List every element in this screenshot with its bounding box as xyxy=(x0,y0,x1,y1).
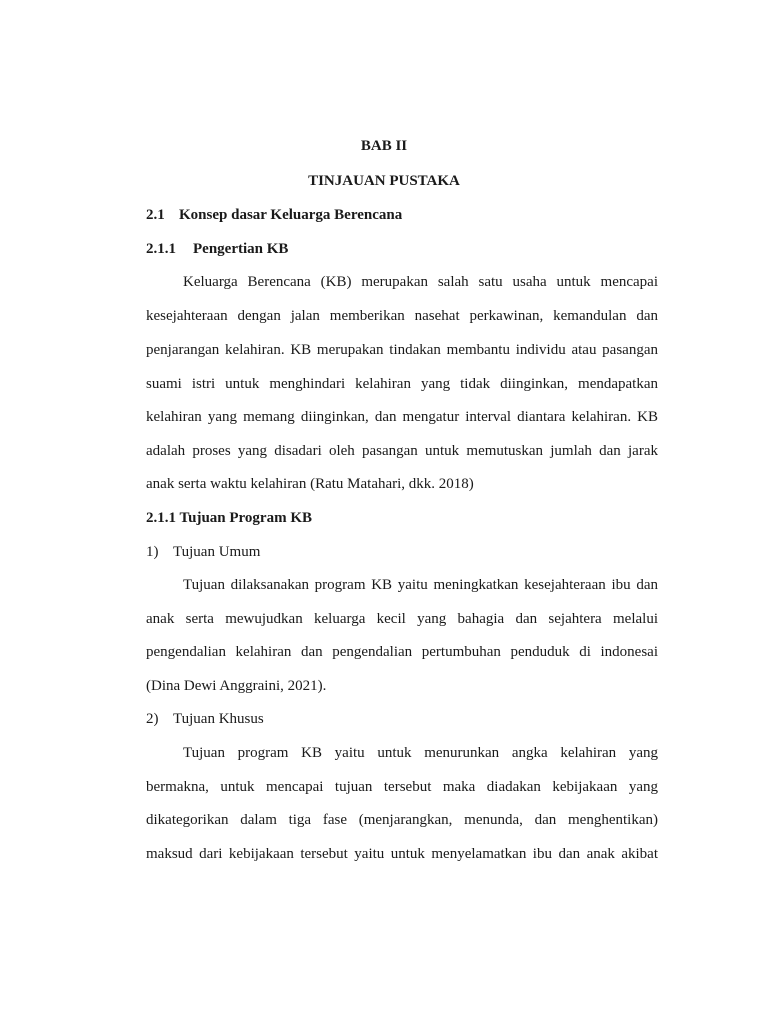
paragraph-line: bermakna, untuk mencapai tujuan tersebut maka diadakan kebijakaan yang xyxy=(146,779,658,795)
chapter-title: TINJAUAN PUSTAKA xyxy=(308,173,460,189)
paragraph-line: Tujuan dilaksanakan program KB yaitu meningkatkan kesejahteraan ibu dan xyxy=(183,577,658,593)
paragraph-line: kelahiran yang memang diinginkan, dan mengatur interval diantara kelahiran. KB xyxy=(146,409,658,425)
subsection-heading: 2.1.1 Tujuan Program KB xyxy=(146,510,313,526)
section-title: Konsep dasar Keluarga Berencana xyxy=(179,207,403,223)
list-item-title: Tujuan Umum xyxy=(173,544,261,560)
paragraph-line: maksud dari kebijakaan tersebut yaitu untuk menyelamatkan ibu dan anak akibat xyxy=(146,846,658,862)
chapter-heading: BAB II xyxy=(360,138,408,154)
subsection-number: 2.1.1 xyxy=(146,241,176,257)
paragraph-line: anak serta waktu kelahiran (Ratu Matahari, dkk. 2018) xyxy=(146,476,474,492)
paragraph-line: Keluarga Berencana (KB) merupakan salah satu usaha untuk mencapai xyxy=(183,274,658,290)
list-item-number: 1) xyxy=(146,544,159,560)
paragraph-line: pengendalian kelahiran dan pengendalian pertumbuhan penduduk di indonesai xyxy=(146,644,658,660)
paragraph-line: suami istri untuk menghindari kelahiran yang tidak diinginkan, mendapatkan xyxy=(146,376,658,392)
section-number: 2.1 xyxy=(146,207,165,223)
paragraph-line: dikategorikan dalam tiga fase (menjarangkan, menunda, dan menghentikan) xyxy=(146,812,658,828)
paragraph-line: adalah proses yang disadari oleh pasangan untuk memutuskan jumlah dan jarak xyxy=(146,443,658,459)
paragraph-line: anak serta mewujudkan keluarga kecil yang bahagia dan sejahtera melalui xyxy=(146,611,658,627)
paragraph-line: kesejahteraan dengan jalan memberikan nasehat perkawinan, kemandulan dan xyxy=(146,308,658,324)
paragraph-line: Tujuan program KB yaitu untuk menurunkan angka kelahiran yang xyxy=(183,745,658,761)
list-item-number: 2) xyxy=(146,711,159,727)
paragraph-line: (Dina Dewi Anggraini, 2021). xyxy=(146,678,327,694)
paragraph-line: penjarangan kelahiran. KB merupakan tindakan membantu individu atau pasangan xyxy=(146,342,658,358)
list-item-title: Tujuan Khusus xyxy=(173,711,264,727)
subsection-title: Pengertian KB xyxy=(193,241,289,257)
